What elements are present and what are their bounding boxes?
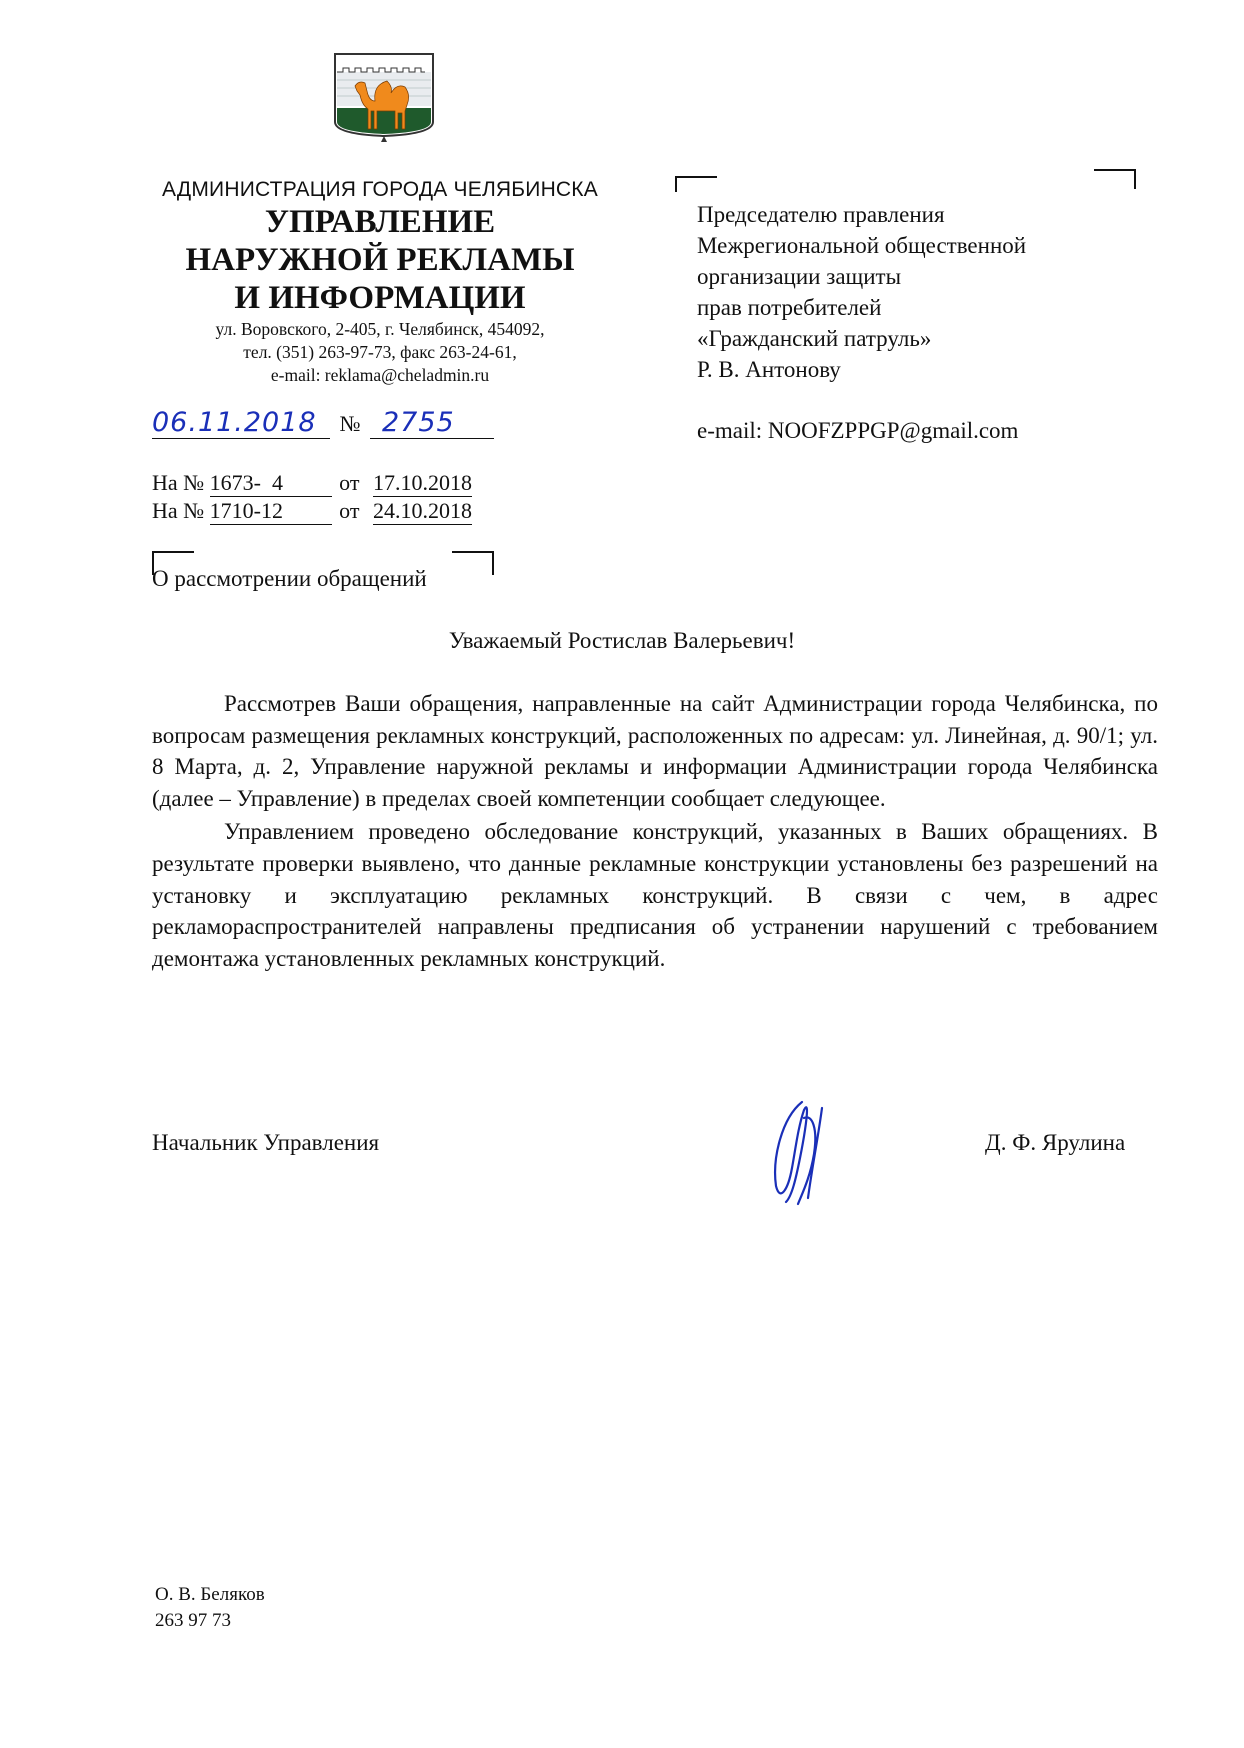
ref-date: 24.10.2018: [372, 498, 472, 523]
ref-number: 1710-12: [210, 498, 332, 525]
department-line: НАРУЖНОЙ РЕКЛАМЫ: [185, 242, 575, 278]
reference-row: [152, 470, 472, 497]
address-line: ул. Воровского, 2-405, г. Челябинск, 454092,: [215, 319, 545, 339]
number-sign: №: [339, 411, 361, 436]
ref-prefix: На №: [152, 470, 205, 495]
recipient-corner-right: [1094, 169, 1136, 189]
administration-name: АДМИНИСТРАЦИЯ ГОРОДА ЧЕЛЯБИНСКА: [162, 178, 598, 201]
department-line: И ИНФОРМАЦИИ: [234, 280, 526, 316]
signatory-name: Д. Ф. Ярулина: [985, 1130, 1126, 1155]
letterhead-address: [130, 318, 630, 387]
registration-line: [152, 407, 494, 443]
reg-number-field: [370, 407, 494, 439]
ref-from-label: от: [339, 498, 360, 523]
recipient-corner-left: [675, 176, 717, 192]
coat-of-arms-icon: [333, 52, 435, 140]
email-line: e-mail: reklama@cheladmin.ru: [270, 365, 490, 385]
recipient-email: e-mail: NOOFZPPGP@gmail.com: [697, 418, 1019, 443]
handwritten-signature-icon: [762, 1098, 852, 1208]
recipient-name: Р. В. Антонову: [697, 357, 841, 382]
reg-date: 06.11.2018: [152, 407, 317, 438]
recipient-line: «Гражданский патруль»: [697, 326, 932, 351]
letter-body: [152, 688, 1158, 974]
subject-line: О рассмотрении обращений: [152, 566, 427, 591]
department-line: УПРАВЛЕНИЕ: [264, 204, 496, 240]
reg-date-field: [152, 407, 330, 439]
body-paragraph: Рассмотрев Ваши обращения, направленные на сайт Администрации города Челябинска, по вопросам размещения рекламных конструкций, расположенных по адресам: ул. Линейная, д. 90/1; ул. 8 Марта, д. 2, Управление наружной рекламы и информации Администрации города Челябинска (далее – Управление) в пределах своей компетенции сообщает следующее.: [152, 691, 1158, 811]
executor-block: [155, 1582, 265, 1634]
executor-phone: 263 97 73: [155, 1610, 231, 1631]
phone-fax-line: тел. (351) 263-97-73, факс 263-24-61,: [243, 342, 517, 362]
recipient-line: прав потребителей: [697, 295, 882, 320]
recipient-line: организации защиты: [697, 264, 902, 289]
recipient-line: Председателю правления: [697, 202, 945, 227]
reg-number: 2755: [382, 407, 455, 438]
reference-row: [152, 498, 472, 525]
recipient-block: [697, 199, 1026, 385]
ref-number: 1673- 4: [210, 470, 332, 497]
body-paragraph: Управлением проведено обследование конструкций, указанных в Ваших обращениях. В результате проверки выявлено, что данные рекламные конструкции установлены без разрешений на установку и эксплуатацию рекламных конструкций. В связи с чем, в адрес рекламораспространителей направлены предписания об устранении нарушений с требованием демонтажа установленных рекламных конструкций.: [152, 819, 1158, 971]
recipient-line: Межрегиональной общественной: [697, 233, 1027, 258]
department-name: [130, 203, 630, 317]
subject-corner-right: [452, 551, 494, 575]
ref-prefix: На №: [152, 498, 205, 523]
ref-from-label: от: [339, 470, 360, 495]
greeting: Уважаемый Ростислав Валерьевич!: [448, 628, 796, 653]
ref-date: 17.10.2018: [372, 470, 472, 495]
executor-name: О. В. Беляков: [155, 1584, 265, 1605]
signatory-position: Начальник Управления: [152, 1130, 380, 1155]
